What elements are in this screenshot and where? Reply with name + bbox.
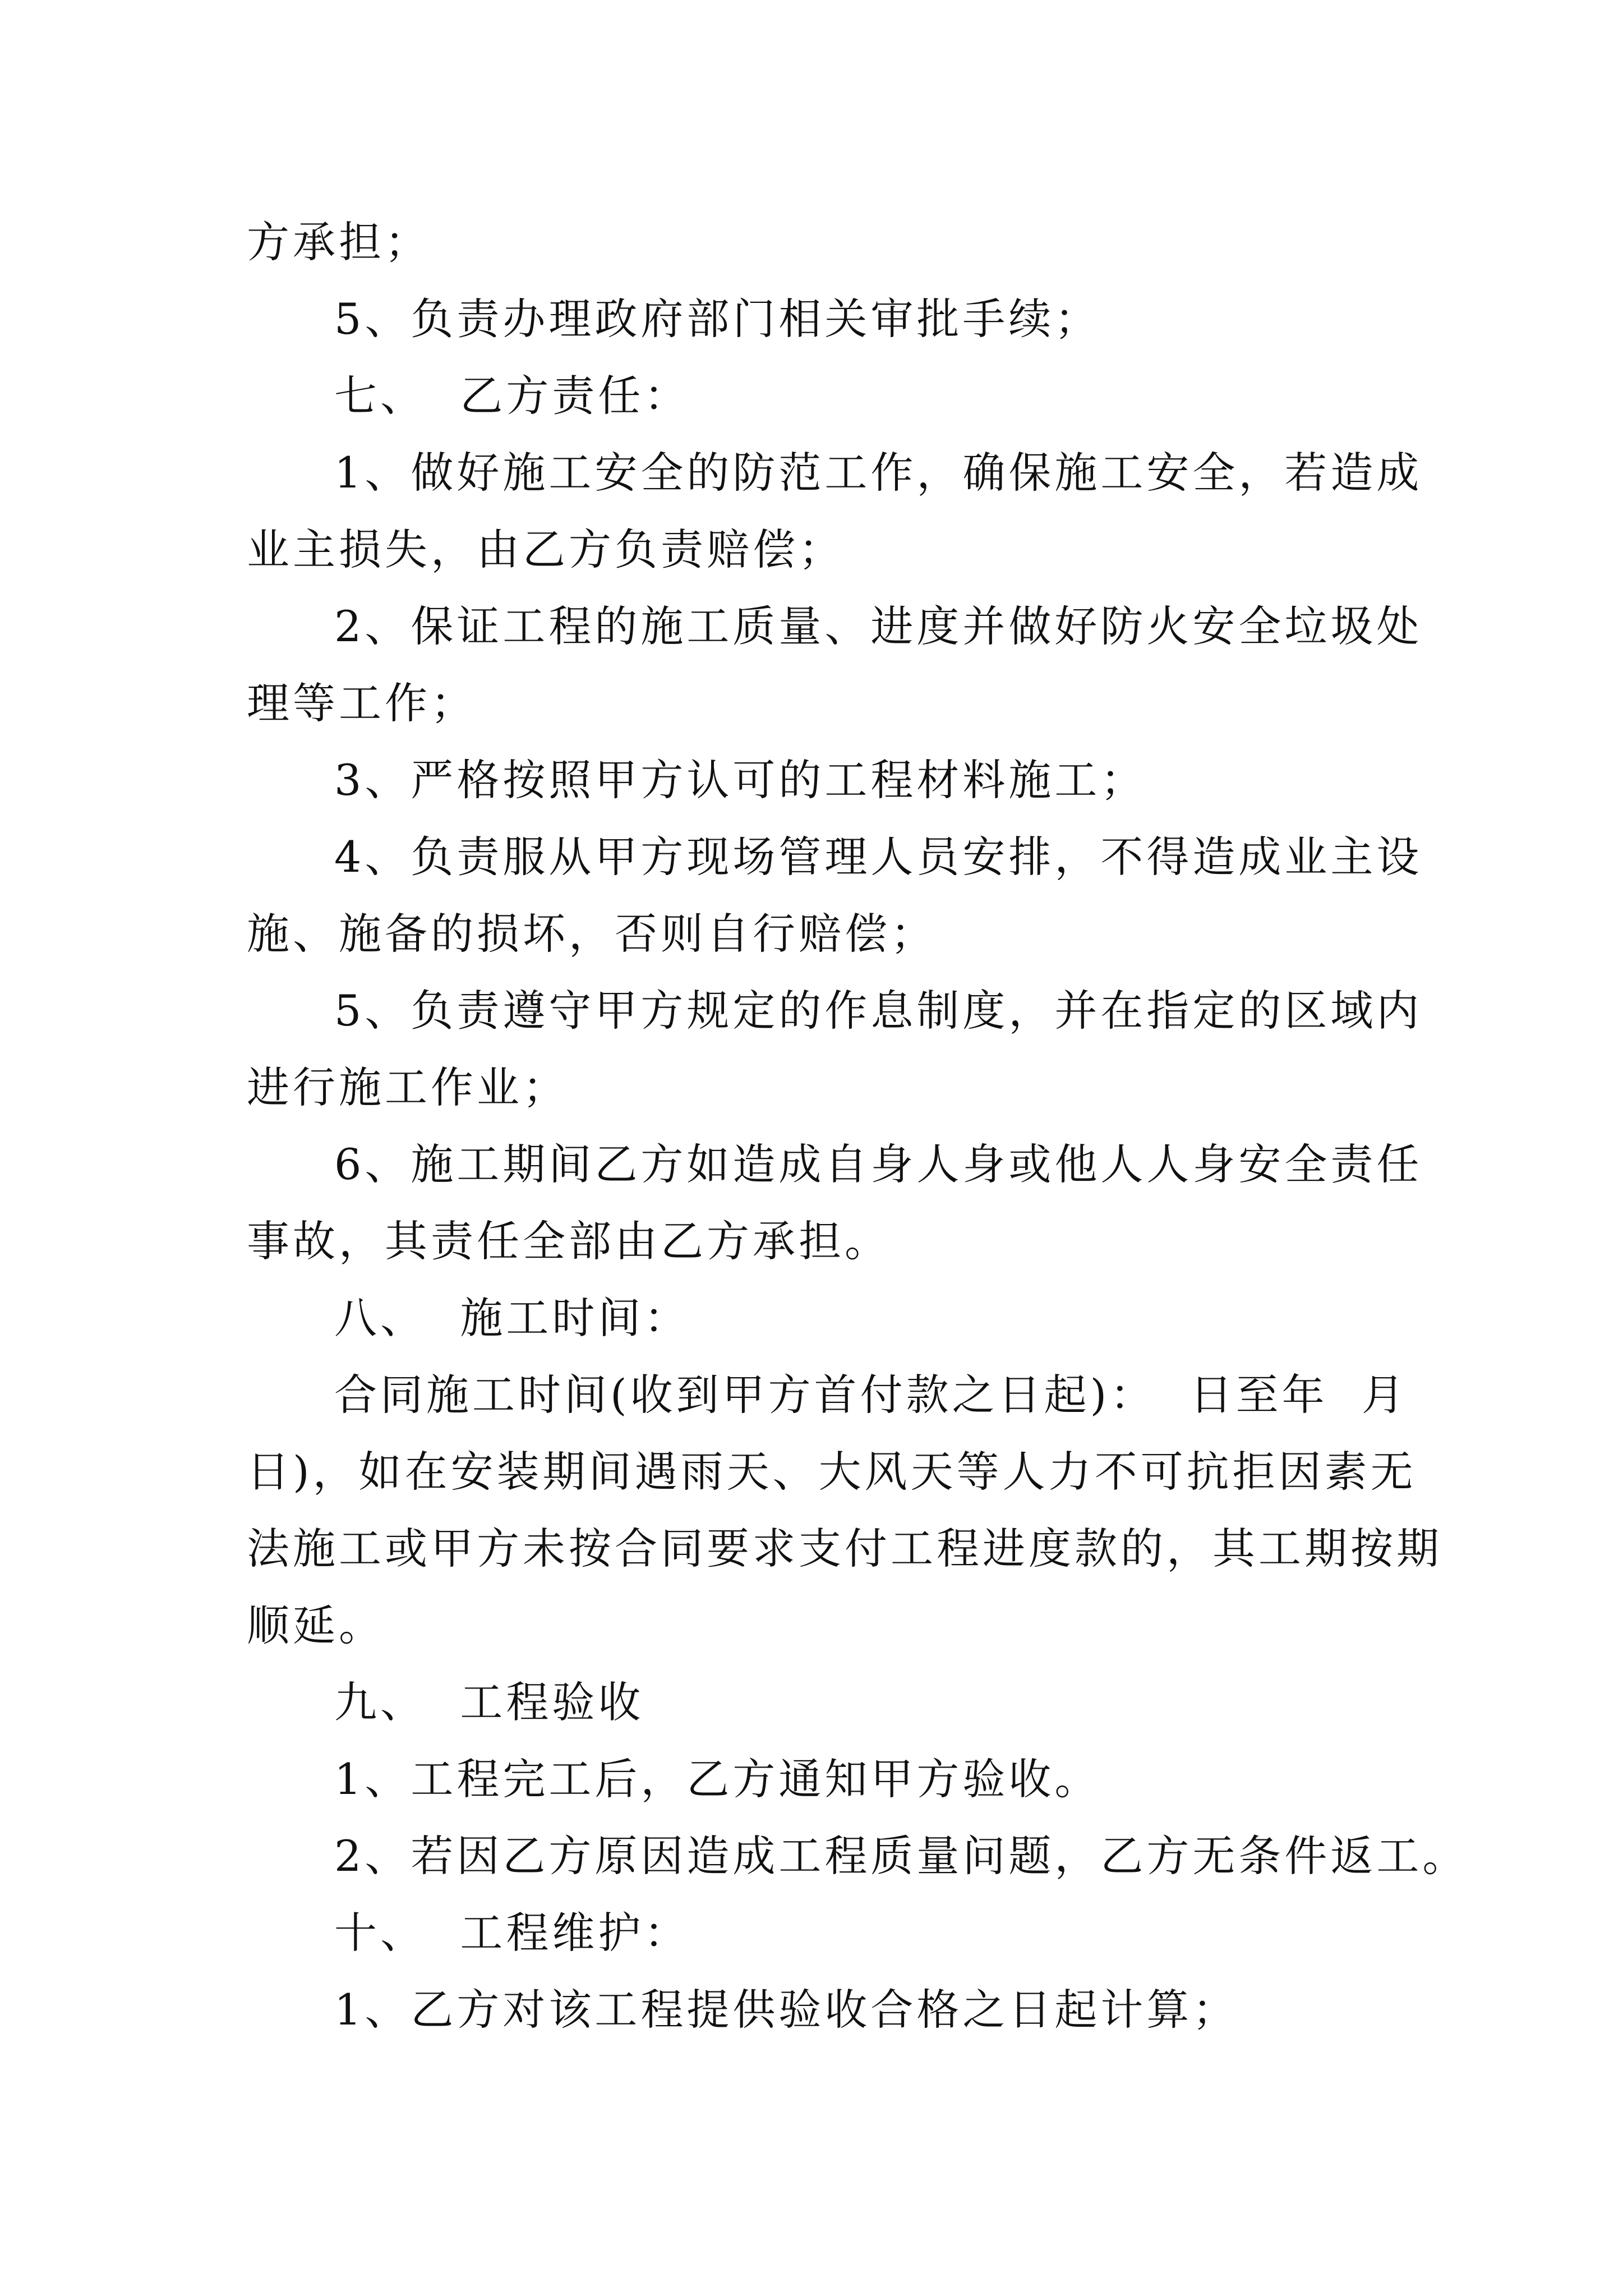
text-line: 1、工程完工后，乙方通知甲方验收。 [334,1754,1101,1804]
section-heading-8: 八、 施工时间： [334,1293,690,1343]
section-heading-9: 九、 工程验收 [334,1677,644,1727]
text-line: 6、施工期间乙方如造成自身人身或他人人身安全责任 [334,1139,1423,1189]
section-heading-10: 十、 工程维护： [334,1908,690,1958]
text-line: 法施工或甲方未按合同要求支付工程进度款的，其工期按期 [247,1524,1442,1573]
text-line: 理等工作； [247,678,477,728]
text-line: 3、严格按照甲方认可的工程材料施工； [334,755,1147,805]
text-line: 5、负责办理政府部门相关审批手续； [334,294,1101,344]
text-line: 进行施工作业； [247,1062,569,1112]
text-line: 日)，如在安装期间遇雨天、大风天等人力不可抗拒因素无 [247,1447,1417,1497]
text-line: 4、负责服从甲方现场管理人员安排，不得造成业主设 [334,832,1423,882]
text-line: 2、若因乙方原因造成工程质量问题，乙方无条件返工。 [334,1831,1469,1881]
text-line: 顺延。 [247,1600,385,1650]
text-line: 2、保证工程的施工质量、进度并做好防火安全垃圾处 [334,601,1423,651]
section-heading-7: 七、 乙方责任： [334,371,690,421]
text-line: 业主损失，由乙方负责赔偿； [247,524,845,574]
text-line: 方承担； [247,217,431,267]
text-line: 合同施工时间(收到甲方首付款之日起)： 日至年 月 [334,1370,1408,1420]
text-line: 事故，其责任全部由乙方承担。 [247,1216,891,1266]
text-line: 施、施备的损坏，否则自行赔偿； [247,909,937,959]
text-line: 1、做好施工安全的防范工作，确保施工安全，若造成 [334,448,1423,498]
text-line: 1、乙方对该工程提供验收合格之日起计算； [334,1985,1239,2035]
text-line: 5、负责遵守甲方规定的作息制度，并在指定的区域内 [334,986,1423,1036]
